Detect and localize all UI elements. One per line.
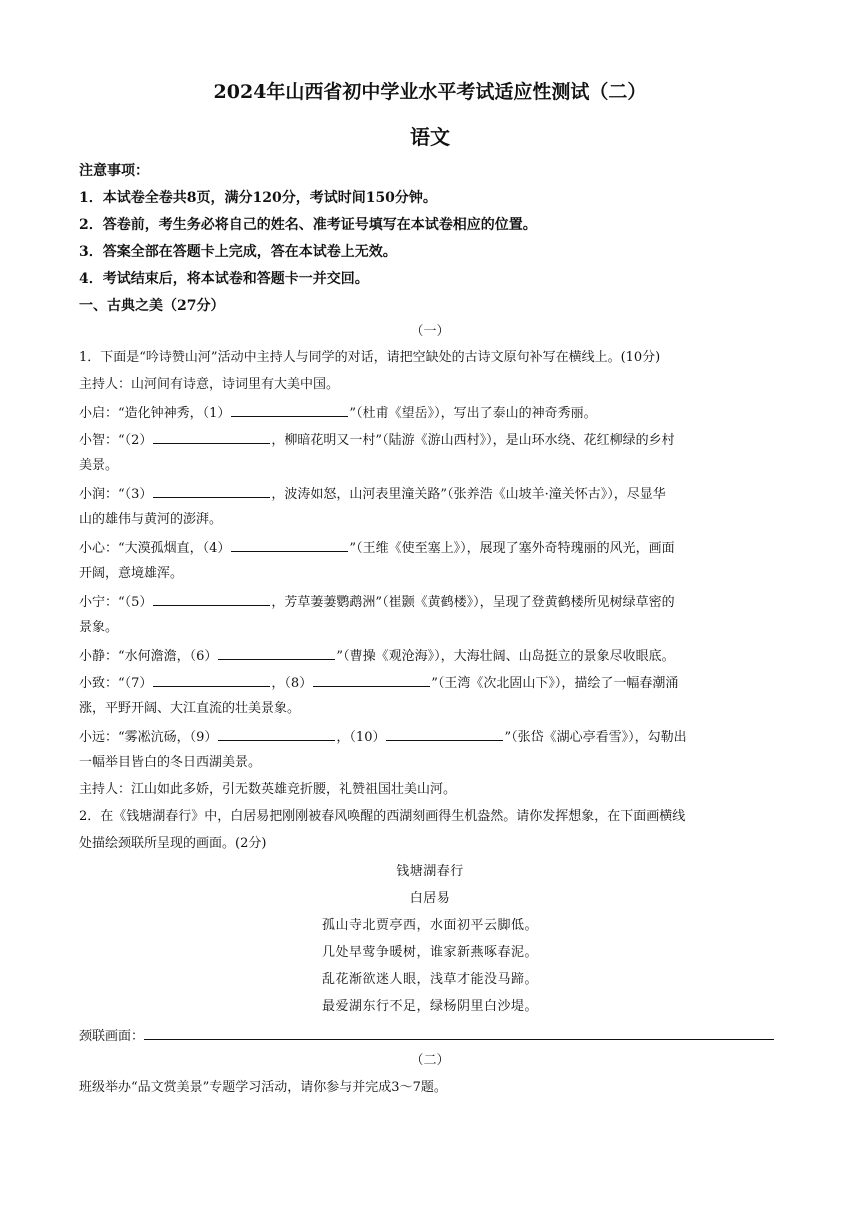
question-2-prompt: 2．在《钱塘湖春行》中，白居易把刚刚被春风唤醒的西湖刻画得生机盎然。请你发挥想象，在下面画横线 — [79, 809, 686, 824]
subject-title: 语文 — [410, 125, 450, 149]
poem-line: 最爱湖东行不足，绿杨阴里白沙堤。 — [321, 999, 538, 1014]
dialogue-line-cont: 涨，平野开阔、大江直流的壮美景象。 — [79, 701, 301, 716]
part-label: （一） — [410, 324, 450, 339]
dialogue-line: 小宁：“（5） ，芳草萋萋鹦鹉洲”（崔颢《黄鹤楼》），呈现了登黄鹤楼所见树绿草密的 — [79, 592, 799, 612]
answer-blank[interactable] — [153, 430, 270, 444]
section-heading: 一、古典之美（27分） — [79, 298, 225, 314]
answer-blank[interactable] — [218, 727, 335, 741]
answer-label: 颈联画面： — [79, 1029, 145, 1044]
dialogue-line-cont: 一幅举目皆白的冬日西湖美景。 — [79, 755, 262, 770]
dialogue-line-cont: 山的雄伟与黄河的澎湃。 — [79, 512, 223, 527]
poem-line: 孤山寺北贾亭西，水面初平云脚低。 — [321, 918, 538, 933]
poem-line: 几处早莺争暖树，谁家新燕啄春泥。 — [321, 945, 538, 960]
answer-blank-long[interactable] — [144, 1026, 774, 1040]
host-line: 主持人：江山如此多娇，引无数英雄竞折腰，礼赞祖国壮美山河。 — [79, 782, 457, 797]
notice-item: 3．答案全部在答题卡上完成，答在本试卷上无效。 — [79, 244, 397, 260]
dialogue-line-cont: 美景。 — [79, 458, 119, 473]
notice-item: 1．本试卷全卷共8页，满分120分，考试时间150分钟。 — [79, 190, 437, 206]
answer-blank[interactable] — [153, 484, 270, 498]
dialogue-line: 小远：“雾凇沆砀，（9） ，（10） ”（张岱《湖心亭看雪》），勾勒出 — [79, 727, 799, 747]
answer-blank[interactable] — [313, 673, 430, 687]
poem-title: 钱塘湖春行 — [396, 864, 464, 879]
answer-blank[interactable] — [218, 646, 335, 660]
notice-heading: 注意事项： — [79, 163, 149, 179]
notice-item: 4．考试结束后，将本试卷和答题卡一并交回。 — [79, 271, 369, 287]
answer-blank[interactable] — [231, 403, 348, 417]
answer-blank[interactable] — [231, 538, 348, 552]
answer-blank[interactable] — [153, 592, 270, 606]
answer-line — [79, 1026, 799, 1046]
question-2-prompt-cont: 处描绘颈联所呈现的画面。(2分) — [79, 836, 267, 851]
notice-item: 2．答卷前，考生务必将自己的姓名、准考证号填写在本试卷相应的位置。 — [79, 217, 537, 233]
poem-author: 白居易 — [409, 891, 451, 906]
dialogue-line: 小心：“大漠孤烟直，（4） ”（王维《使至塞上》），展现了塞外奇特瑰丽的风光，画面 — [79, 538, 799, 558]
exam-title: 2024年山西省初中学业水平考试适应性测试（二） — [213, 81, 647, 103]
question-1-prompt: 1．下面是“吟诗赞山河”活动中主持人与同学的对话，请把空缺处的古诗文原句补写在横线上。(10分) — [79, 350, 661, 365]
dialogue-line-cont: 景象。 — [79, 620, 119, 635]
poem-line: 乱花渐欲迷人眼，浅草才能没马蹄。 — [321, 972, 538, 987]
dialogue-line: 小启：“造化钟神秀，（1） ”（杜甫《望岳》），写出了泰山的神奇秀丽。 — [79, 403, 799, 423]
host-line: 主持人：山河间有诗意，诗词里有大美中国。 — [79, 377, 340, 392]
dialogue-line: 小智：“（2） ，柳暗花明又一村”（陆游《游山西村》），是山环水绕、花红柳绿的乡村 — [79, 430, 799, 450]
dialogue-line: 小静：“水何澹澹，（6） ”（曹操《观沧海》），大海壮阔、山岛挺立的景象尽收眼底。 — [79, 646, 799, 666]
part-label: （二） — [410, 1053, 450, 1068]
answer-blank[interactable] — [153, 673, 270, 687]
part-2-intro: 班级举办“品文赏美景”专题学习活动，请你参与并完成3～7题。 — [79, 1080, 447, 1095]
dialogue-line: 小致：“（7） ，（8） ”（王湾《次北固山下》），描绘了一幅春潮涌 — [79, 673, 799, 693]
dialogue-line-cont: 开阔，意境雄浑。 — [79, 566, 184, 581]
answer-blank[interactable] — [386, 727, 503, 741]
dialogue-line: 小润：“（3） ，波涛如怒，山河表里潼关路”（张养浩《山坡羊·潼关怀古》），尽显华 — [79, 484, 799, 504]
